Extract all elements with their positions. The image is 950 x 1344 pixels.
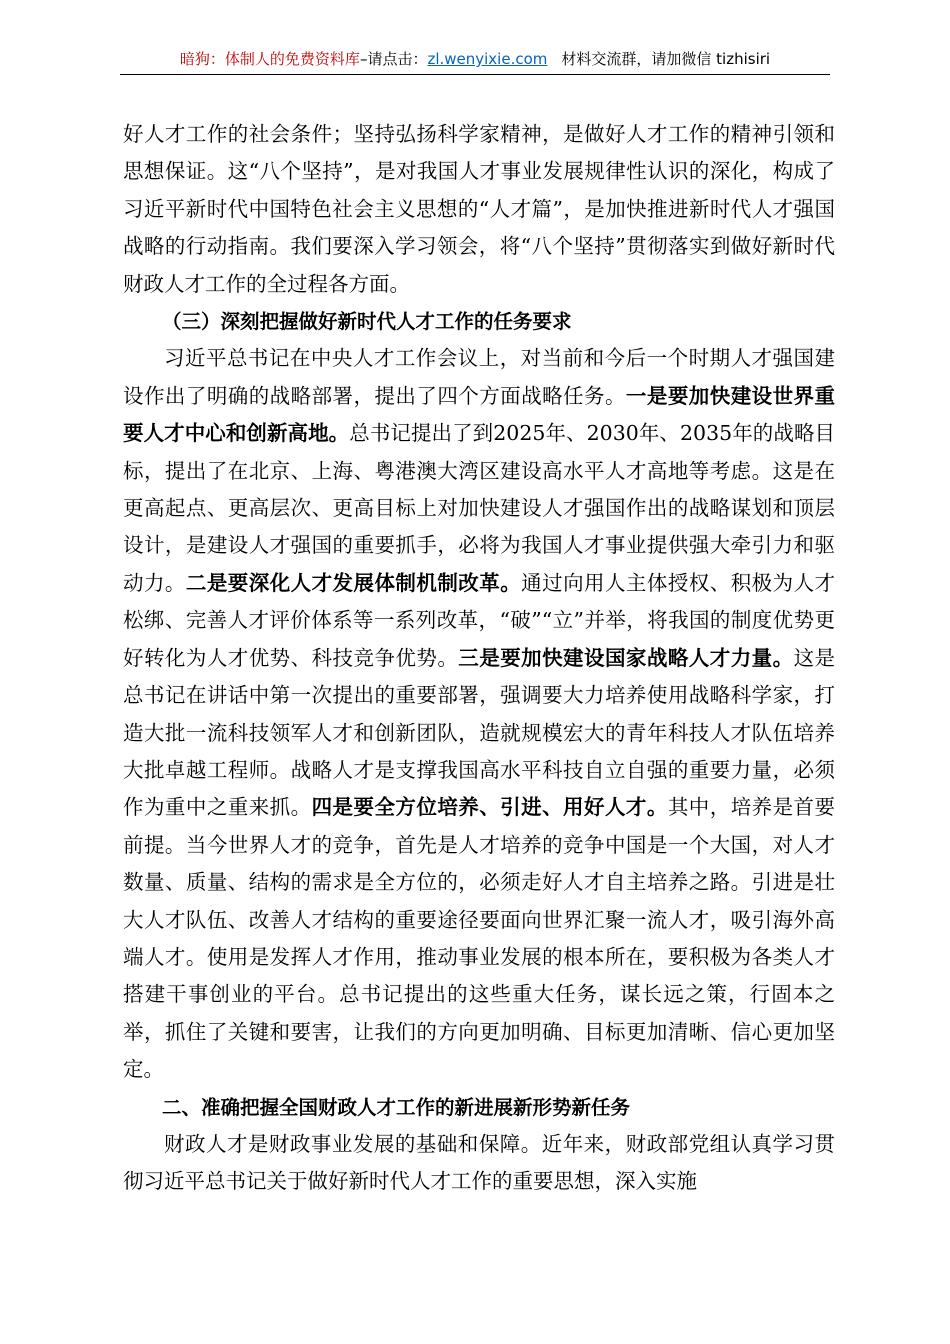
- header-prompt: –请点击：: [359, 50, 428, 68]
- header-wechat: 材料交流群，请加微信 tizhisiri: [561, 50, 771, 68]
- section-heading-2: 二、准确把握全国财政人才工作的新进展新形势新任务: [162, 1095, 631, 1119]
- para2-bold-3: 三是要加快建设国家战略人才力量。: [458, 645, 794, 670]
- document-body: [123, 116, 835, 1201]
- paragraph-1: 好人才工作的社会条件；坚持弘扬科学家精神，是做好人才工作的精神引领和思想保证。这“八个坚持”，是对我国人才事业发展规律性认识的深化，构成了习近平新时代中国特色社会主义思想的“人才篇”，是加快推进新时代人才强国战略的行动指南。我们要深入学习领会，将“八个坚持”贯彻落实到做好新时代财政人才工作的全过程各方面。: [123, 122, 835, 296]
- paragraph-3: 财政人才是财政事业发展的基础和保障。近年来，财政部党组认真学习贯彻习近平总书记关于做好新时代人才工作的重要思想，深入实施: [123, 1131, 835, 1194]
- para2-text-2: 总书记提出了到2025年、2030年、2035年的战略目标，提出了在北京、上海、粤港澳大湾区建设高水平人才高地等考虑。这是在更高起点、更高层次、更高目标上对加快建设人才强国作出的战略谋划和顶层设计，是建设人才强国的重要抓手，必将为我国人才事业提供强大牵引力和驱动力。: [123, 421, 836, 595]
- para2-text-1: 习近平总书记在中央人才工作会议上，对当前和今后一个时期人才强国建设作出了明确的战略部署，提出了四个方面战略任务。: [123, 346, 835, 408]
- para2-text-3: 通过向用人主体授权、积极为人才松绑、完善人才评价体系等一系列改革，“破”“立”并举，将我国的制度优势更好转化为人才优势、科技竞争优势。: [123, 570, 836, 670]
- paragraph-2: [123, 340, 835, 1088]
- para2-bold-4: 四是要全方位培养、引进、用好人才。: [311, 795, 668, 820]
- header-label: 暗狗：体制人的免费资料库: [179, 50, 360, 68]
- para2-text-4: 这是总书记在讲话中第一次提出的重要部署，强调要大力培养使用战略科学家，打造大批一流科技领军人才和创新团队，造就规模宏大的青年科技人才队伍培养大批卓越工程师。战略人才是支撑我国高水平科技自立自强的重要力量，必须作为重中之重来抓。: [123, 645, 836, 820]
- para2-text-5: 其中，培养是首要前提。当今世界人才的竞争，首先是人才培养的竞争中国是一个大国，对人才数量、质量、结构的需求是全方位的，必须走好人才自主培养之路。引进是壮大人才队伍、改善人才结构的重要途径要面向世界汇聚一流人才，吸引海外高端人才。使用是发挥人才作用，推动事业发展的根本所在，要积极为各类人才搭建干事创业的平台。总书记提出的这些重大任务，谋长远之策，行固本之举，抓住了关键和要害，让我们的方向更加明确、目标更加清晰、信心更加坚定。: [123, 795, 836, 1082]
- header-link[interactable]: zl.wenyixie.com: [427, 50, 548, 68]
- para2-bold-2: 二是要深化人才发展体制机制改革。: [185, 570, 522, 595]
- page-header: [120, 44, 830, 75]
- para2-bold-1: 一是要加快建设世界重要人才中心和创新高地。: [123, 383, 836, 446]
- section-heading-3: （三）深刻把握做好新时代人才工作的任务要求: [162, 310, 572, 334]
